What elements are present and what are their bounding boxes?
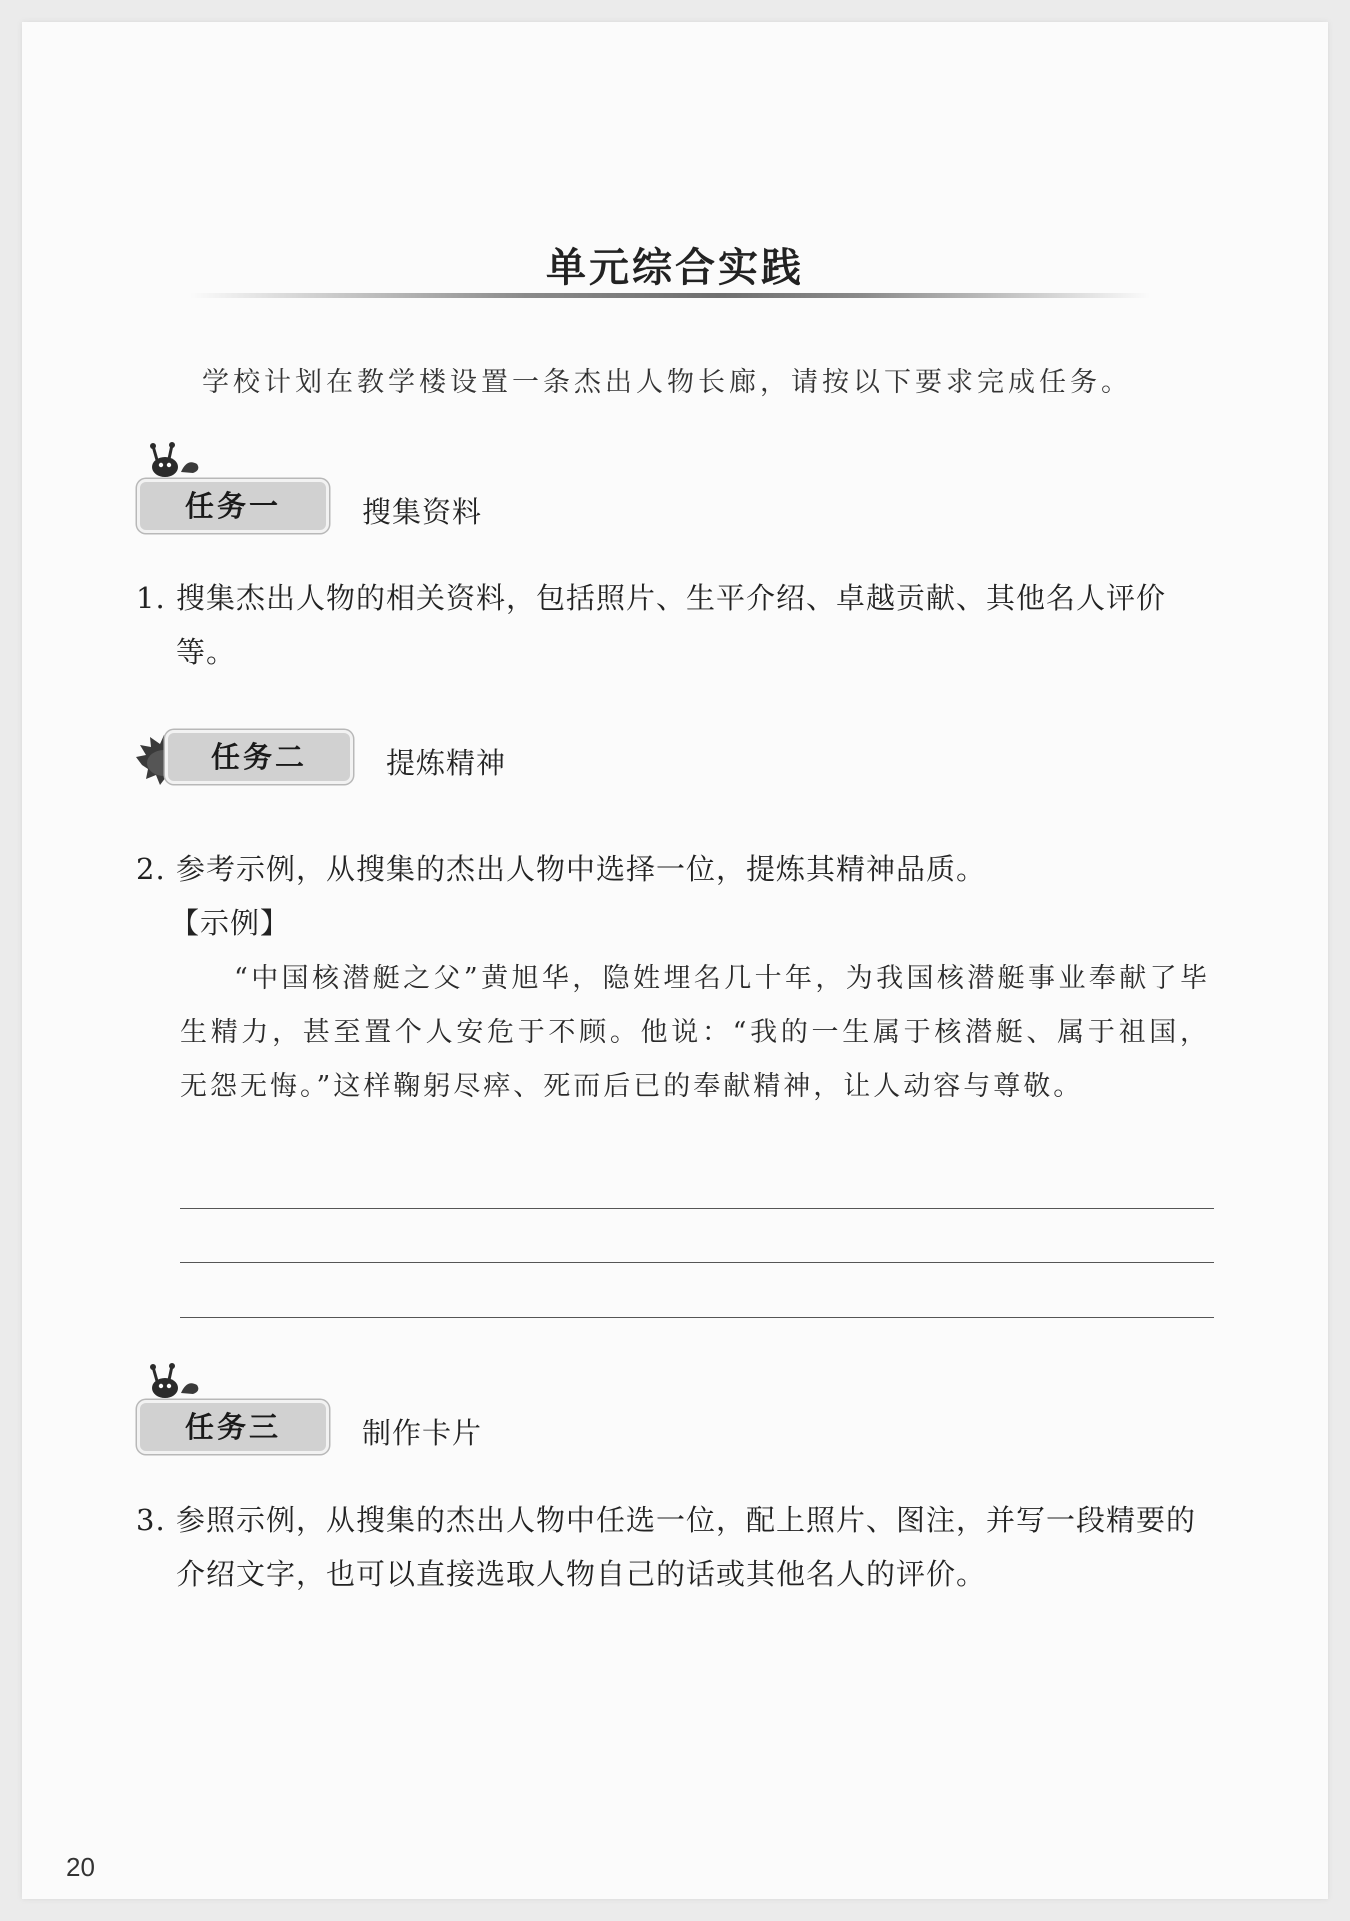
item-number-3: 3. [136, 1503, 166, 1537]
example-label: 【示例】 [170, 906, 291, 940]
item-number-2: 2. [136, 852, 166, 886]
item-text-3: 参照示例，从搜集的杰出人物中任选一位，配上照片、图注，并写一段精要的介绍文字，也可以直接选取人物自己的话或其他名人的评价。 [176, 1503, 1197, 1591]
task-title-3: 制作卡片 [362, 1416, 483, 1450]
task-title-2: 提炼精神 [386, 746, 507, 780]
page-number: 20 [66, 1852, 95, 1882]
item-text-1: 搜集杰出人物的相关资料，包括照片、生平介绍、卓越贡献、其他名人评价等。 [176, 581, 1167, 669]
title-underline [190, 293, 1150, 298]
task-badge-2: 任务二 [165, 730, 353, 784]
item-text-2: 参考示例，从搜集的杰出人物中选择一位，提炼其精神品质。 [176, 852, 987, 886]
task-title-1: 搜集资料 [362, 495, 483, 529]
item-number-1: 1. [136, 581, 166, 615]
answer-line-3[interactable] [180, 1317, 1214, 1318]
page-title: 单元综合实践 [546, 245, 804, 291]
intro-text: 学校计划在教学楼设置一条杰出人物长廊，请按以下要求完成任务。 [202, 367, 1132, 398]
task-badge-1: 任务一 [137, 479, 329, 533]
snail-mascot-icon [147, 1361, 203, 1399]
answer-line-1[interactable] [180, 1208, 1214, 1209]
snail-mascot-icon [147, 440, 203, 478]
answer-line-2[interactable] [180, 1262, 1214, 1263]
task-badge-3: 任务三 [137, 1400, 329, 1454]
example-text: “中国核潜艇之父”黄旭华，隐姓埋名几十年，为我国核潜艇事业奉献了毕生精力，甚至置个人安危于不顾。他说：“我的一生属于核潜艇、属于祖国，无怨无悔。”这样鞠躬尽瘁、死而后已的奉献精神，让人动容与尊敬。 [180, 963, 1210, 1102]
